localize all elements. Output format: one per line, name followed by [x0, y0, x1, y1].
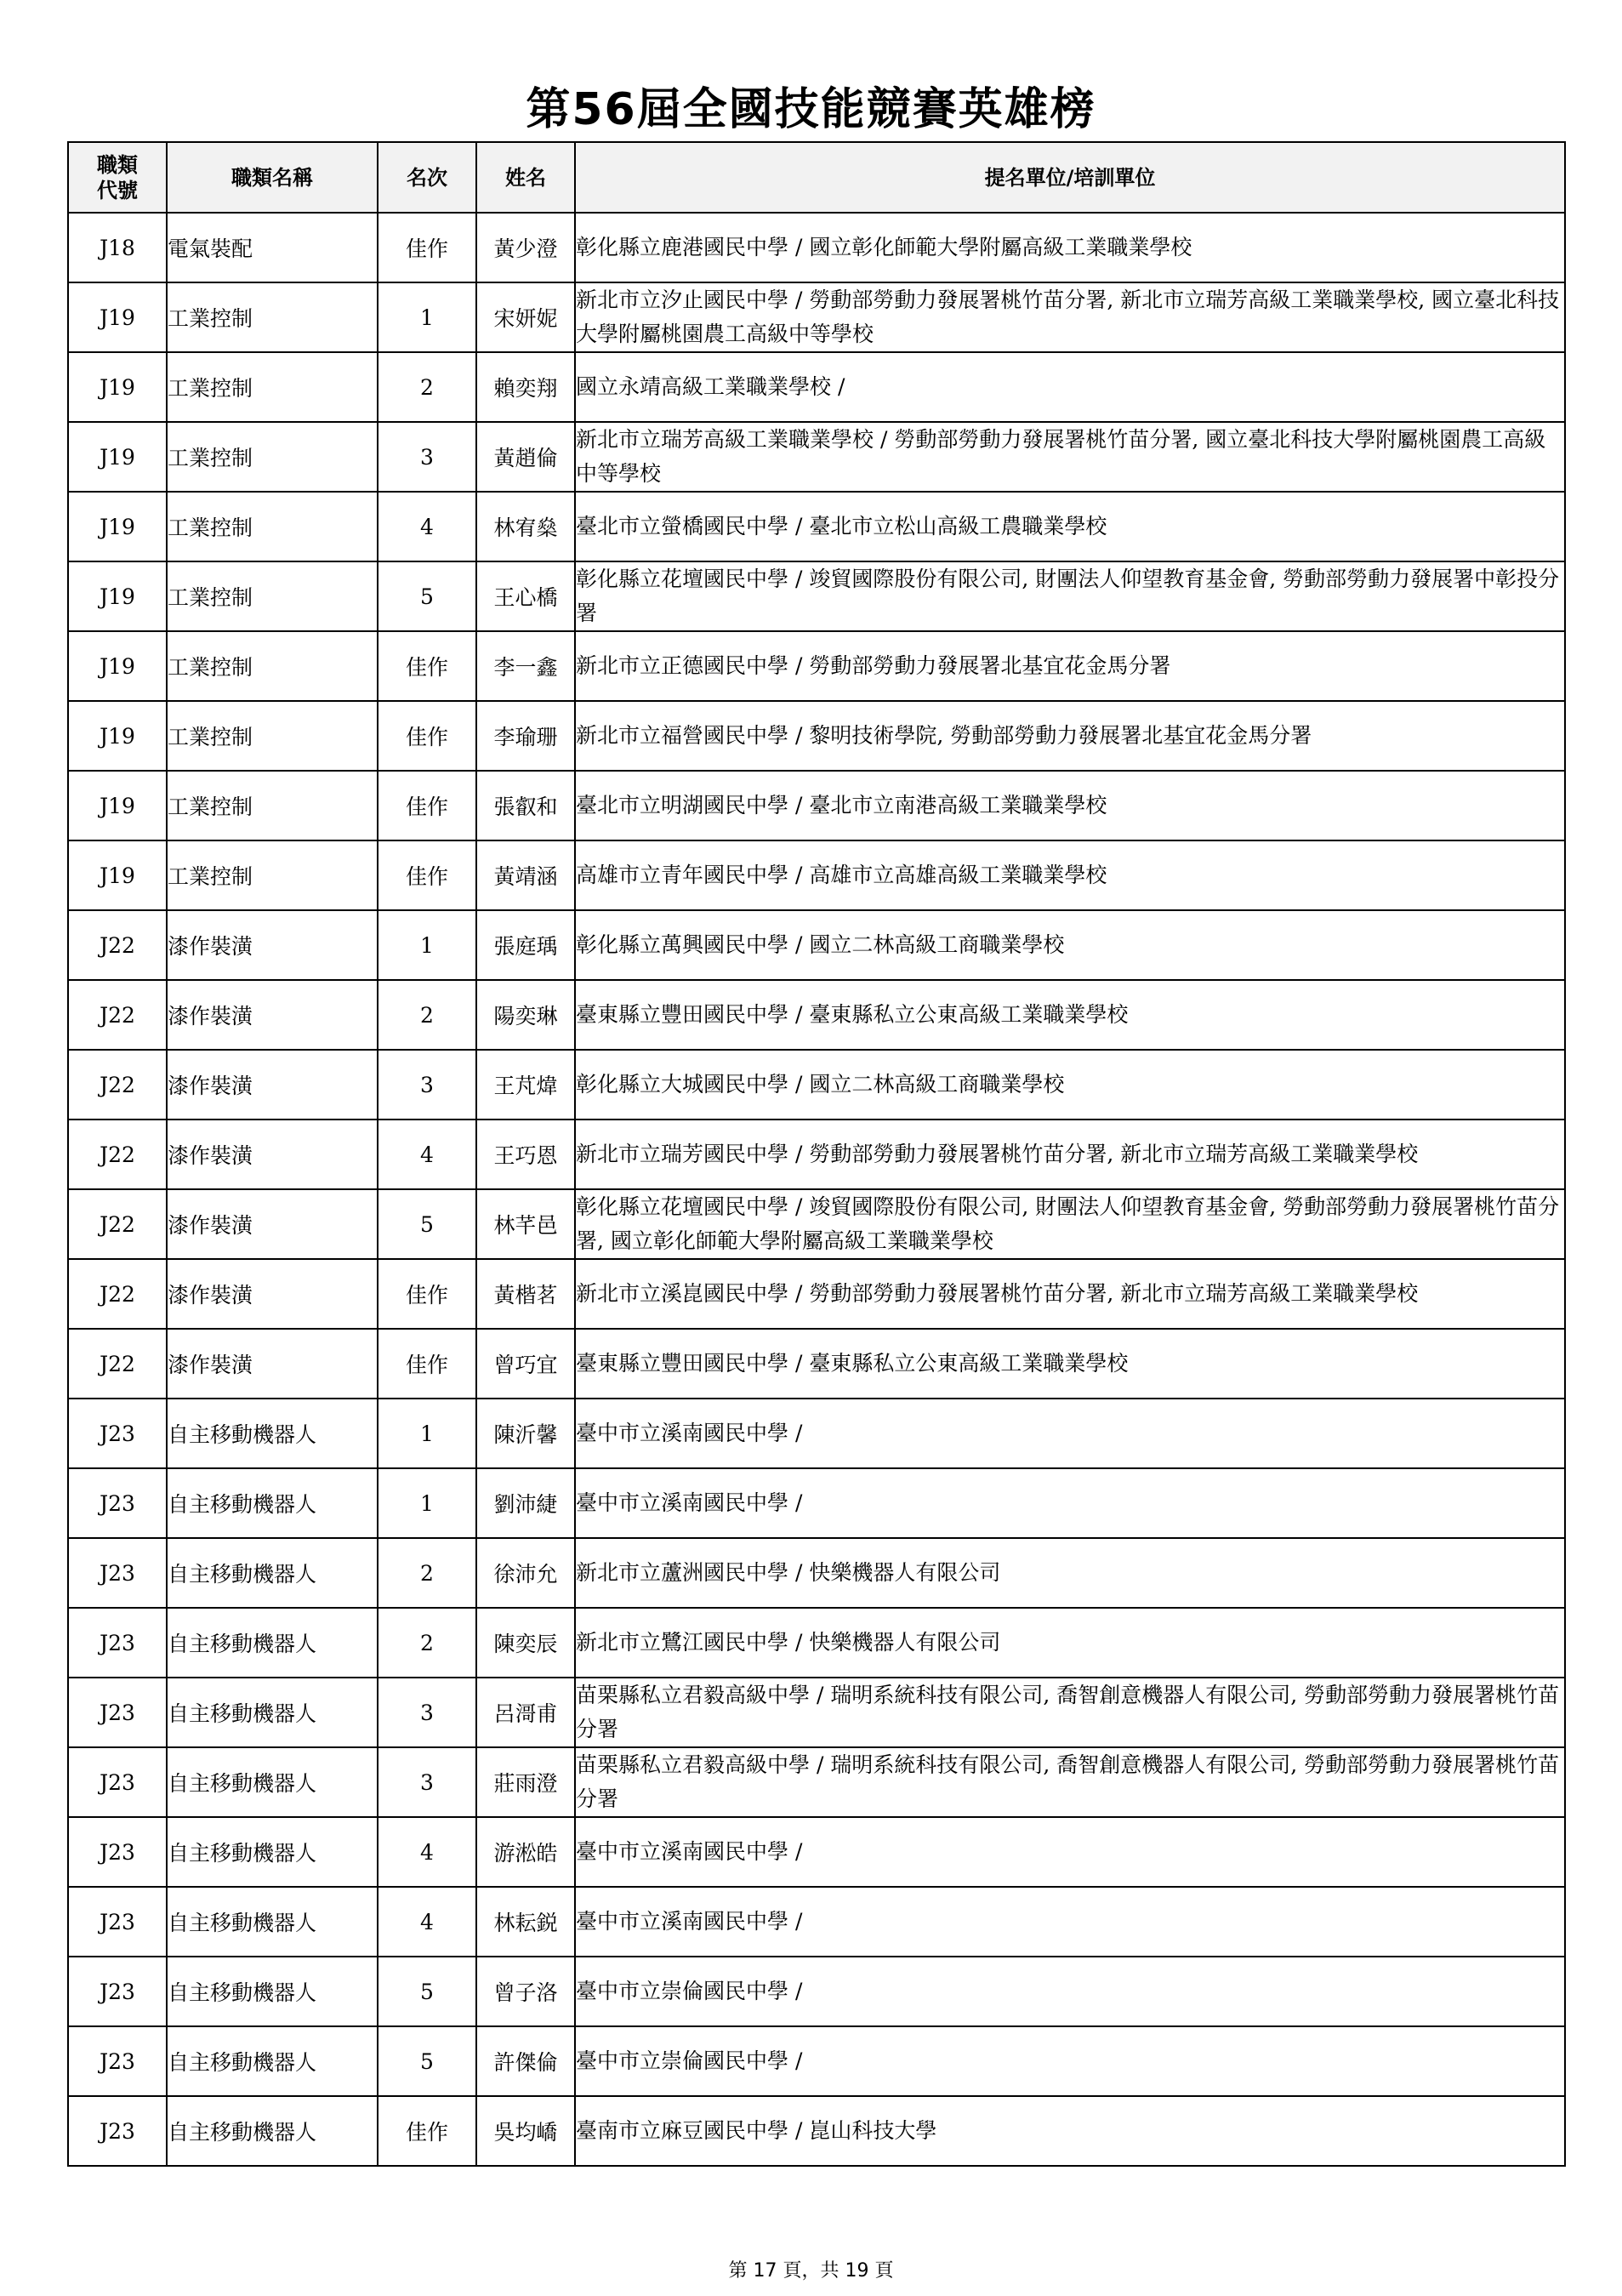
cell-trade: 自主移動機器人 [167, 2096, 378, 2166]
cell-rank: 佳作 [378, 840, 476, 910]
cell-name: 李一鑫 [476, 631, 575, 701]
cell-unit: 苗栗縣私立君毅高級中學 / 瑞明系統科技有限公司, 喬智創意機器人有限公司, 勞動部勞動力發展署桃竹苗分署 [575, 1747, 1565, 1817]
table-row [68, 422, 1565, 492]
table-row [68, 1817, 1565, 1887]
table-row [68, 213, 1565, 282]
table-row [68, 1329, 1565, 1399]
cell-code: J18 [68, 213, 167, 282]
cell-rank: 5 [378, 1189, 476, 1259]
cell-name: 黃靖涵 [476, 840, 575, 910]
cell-unit: 新北市立汐止國民中學 / 勞動部勞動力發展署桃竹苗分署, 新北市立瑞芳高級工業職業學校, 國立臺北科技大學附屬桃園農工高級中等學校 [575, 282, 1565, 352]
cell-name: 王巧恩 [476, 1120, 575, 1189]
cell-rank: 1 [378, 282, 476, 352]
cell-code: J23 [68, 1468, 167, 1538]
results-table [67, 141, 1566, 2167]
page-title: 第56屆全國技能競賽英雄榜 [526, 84, 1096, 135]
table-row [68, 1678, 1565, 1747]
cell-rank: 5 [378, 1957, 476, 2026]
table-body [68, 213, 1565, 2166]
cell-unit: 新北市立蘆洲國民中學 / 快樂機器人有限公司 [575, 1538, 1565, 1608]
cell-trade: 工業控制 [167, 840, 378, 910]
cell-unit: 臺中市立溪南國民中學 / [575, 1399, 1565, 1468]
cell-trade: 自主移動機器人 [167, 1678, 378, 1747]
cell-rank: 3 [378, 1050, 476, 1120]
table-row [68, 2026, 1565, 2096]
cell-trade: 工業控制 [167, 771, 378, 840]
cell-name: 莊雨澄 [476, 1747, 575, 1817]
cell-trade: 工業控制 [167, 631, 378, 701]
cell-name: 陳沂馨 [476, 1399, 575, 1468]
table-row [68, 701, 1565, 771]
cell-name: 林芊邑 [476, 1189, 575, 1259]
cell-trade: 工業控制 [167, 352, 378, 422]
cell-name: 黃少澄 [476, 213, 575, 282]
cell-unit: 新北市立正德國民中學 / 勞動部勞動力發展署北基宜花金馬分署 [575, 631, 1565, 701]
cell-code: J23 [68, 1747, 167, 1817]
table-row [68, 561, 1565, 631]
cell-trade: 工業控制 [167, 701, 378, 771]
cell-unit: 苗栗縣私立君毅高級中學 / 瑞明系統科技有限公司, 喬智創意機器人有限公司, 勞動部勞動力發展署桃竹苗分署 [575, 1678, 1565, 1747]
cell-rank: 1 [378, 1468, 476, 1538]
cell-name: 王心橋 [476, 561, 575, 631]
cell-unit: 臺中市立溪南國民中學 / [575, 1468, 1565, 1538]
table-row [68, 1747, 1565, 1817]
cell-unit: 彰化縣立萬興國民中學 / 國立二林高級工商職業學校 [575, 910, 1565, 980]
header-rank: 名次 [378, 142, 476, 213]
cell-rank: 1 [378, 910, 476, 980]
header-name: 姓名 [476, 142, 575, 213]
cell-code: J23 [68, 1538, 167, 1608]
cell-rank: 5 [378, 561, 476, 631]
cell-rank: 佳作 [378, 1259, 476, 1329]
table-row [68, 1538, 1565, 1608]
table-row [68, 840, 1565, 910]
cell-code: J23 [68, 1678, 167, 1747]
cell-code: J22 [68, 1050, 167, 1120]
cell-trade: 漆作裝潢 [167, 980, 378, 1050]
cell-name: 李瑜珊 [476, 701, 575, 771]
cell-unit: 臺東縣立豐田國民中學 / 臺東縣私立公東高級工業職業學校 [575, 1329, 1565, 1399]
cell-name: 宋妍妮 [476, 282, 575, 352]
cell-code: J22 [68, 1259, 167, 1329]
cell-rank: 4 [378, 1817, 476, 1887]
cell-rank: 佳作 [378, 213, 476, 282]
cell-rank: 3 [378, 1747, 476, 1817]
cell-trade: 自主移動機器人 [167, 1538, 378, 1608]
cell-code: J23 [68, 1887, 167, 1957]
table-row [68, 352, 1565, 422]
table-row [68, 910, 1565, 980]
cell-trade: 漆作裝潢 [167, 1050, 378, 1120]
cell-trade: 漆作裝潢 [167, 1189, 378, 1259]
cell-code: J19 [68, 352, 167, 422]
cell-unit: 臺中市立溪南國民中學 / [575, 1887, 1565, 1957]
cell-unit: 彰化縣立鹿港國民中學 / 國立彰化師範大學附屬高級工業職業學校 [575, 213, 1565, 282]
cell-unit: 臺中市立崇倫國民中學 / [575, 2026, 1565, 2096]
cell-rank: 4 [378, 1887, 476, 1957]
cell-unit: 新北市立瑞芳國民中學 / 勞動部勞動力發展署桃竹苗分署, 新北市立瑞芳高級工業職業學校 [575, 1120, 1565, 1189]
cell-rank: 佳作 [378, 631, 476, 701]
cell-code: J19 [68, 282, 167, 352]
cell-rank: 佳作 [378, 771, 476, 840]
cell-trade: 自主移動機器人 [167, 1747, 378, 1817]
cell-trade: 自主移動機器人 [167, 1817, 378, 1887]
cell-name: 黃楷茗 [476, 1259, 575, 1329]
cell-unit: 臺東縣立豐田國民中學 / 臺東縣私立公東高級工業職業學校 [575, 980, 1565, 1050]
table-row [68, 492, 1565, 561]
cell-rank: 1 [378, 1399, 476, 1468]
cell-code: J19 [68, 840, 167, 910]
cell-name: 張叡和 [476, 771, 575, 840]
cell-trade: 工業控制 [167, 561, 378, 631]
cell-code: J22 [68, 1120, 167, 1189]
table-row [68, 1608, 1565, 1678]
header-unit: 提名單位/培訓單位 [575, 142, 1565, 213]
cell-trade: 漆作裝潢 [167, 1329, 378, 1399]
cell-name: 吳均嶠 [476, 2096, 575, 2166]
cell-unit: 臺南市立麻豆國民中學 / 崑山科技大學 [575, 2096, 1565, 2166]
table-row [68, 1957, 1565, 2026]
cell-rank: 3 [378, 1678, 476, 1747]
cell-code: J23 [68, 1957, 167, 2026]
cell-code: J19 [68, 561, 167, 631]
cell-code: J19 [68, 701, 167, 771]
table-row [68, 1259, 1565, 1329]
cell-name: 賴奕翔 [476, 352, 575, 422]
cell-rank: 4 [378, 1120, 476, 1189]
cell-name: 許傑倫 [476, 2026, 575, 2096]
cell-rank: 2 [378, 1538, 476, 1608]
table-row [68, 1120, 1565, 1189]
cell-code: J19 [68, 631, 167, 701]
cell-code: J22 [68, 1189, 167, 1259]
cell-trade: 自主移動機器人 [167, 1608, 378, 1678]
cell-rank: 2 [378, 352, 476, 422]
cell-trade: 自主移動機器人 [167, 2026, 378, 2096]
cell-code: J23 [68, 2026, 167, 2096]
table-row [68, 1468, 1565, 1538]
header-code-label: 職類代號 [96, 152, 138, 202]
table-row [68, 980, 1565, 1050]
cell-rank: 3 [378, 422, 476, 492]
table-row [68, 2096, 1565, 2166]
cell-unit: 臺中市立溪南國民中學 / [575, 1817, 1565, 1887]
table-row [68, 631, 1565, 701]
cell-trade: 工業控制 [167, 492, 378, 561]
cell-name: 徐沛允 [476, 1538, 575, 1608]
cell-rank: 2 [378, 1608, 476, 1678]
cell-trade: 漆作裝潢 [167, 1120, 378, 1189]
cell-name: 林宥燊 [476, 492, 575, 561]
cell-name: 曾子洛 [476, 1957, 575, 2026]
cell-trade: 自主移動機器人 [167, 1399, 378, 1468]
table-row [68, 282, 1565, 352]
cell-unit: 國立永靖高級工業職業學校 / [575, 352, 1565, 422]
cell-rank: 5 [378, 2026, 476, 2096]
cell-trade: 漆作裝潢 [167, 1259, 378, 1329]
cell-name: 黃趙倫 [476, 422, 575, 492]
cell-unit: 新北市立瑞芳高級工業職業學校 / 勞動部勞動力發展署桃竹苗分署, 國立臺北科技大學附屬桃園農工高級中等學校 [575, 422, 1565, 492]
cell-name: 張庭瑀 [476, 910, 575, 980]
cell-unit: 彰化縣立花壇國民中學 / 竣貿國際股份有限公司, 財團法人仰望教育基金會, 勞動部勞動力發展署中彰投分署 [575, 561, 1565, 631]
cell-trade: 工業控制 [167, 282, 378, 352]
cell-rank: 佳作 [378, 1329, 476, 1399]
cell-code: J22 [68, 980, 167, 1050]
cell-name: 陳奕辰 [476, 1608, 575, 1678]
cell-rank: 佳作 [378, 2096, 476, 2166]
cell-code: J23 [68, 2096, 167, 2166]
header-trade: 職類名稱 [167, 142, 378, 213]
cell-unit: 臺北市立明湖國民中學 / 臺北市立南港高級工業職業學校 [575, 771, 1565, 840]
cell-code: J19 [68, 492, 167, 561]
cell-code: J23 [68, 1608, 167, 1678]
cell-code: J22 [68, 910, 167, 980]
cell-rank: 2 [378, 980, 476, 1050]
table-header-row [68, 142, 1565, 213]
cell-code: J22 [68, 1329, 167, 1399]
header-code [68, 142, 167, 213]
cell-unit: 臺中市立崇倫國民中學 / [575, 1957, 1565, 2026]
cell-trade: 工業控制 [167, 422, 378, 492]
cell-unit: 彰化縣立大城國民中學 / 國立二林高級工商職業學校 [575, 1050, 1565, 1120]
cell-code: J19 [68, 422, 167, 492]
table-row [68, 1189, 1565, 1259]
cell-unit: 彰化縣立花壇國民中學 / 竣貿國際股份有限公司, 財團法人仰望教育基金會, 勞動部勞動力發展署桃竹苗分署, 國立彰化師範大學附屬高級工業職業學校 [575, 1189, 1565, 1259]
cell-name: 曾巧宜 [476, 1329, 575, 1399]
cell-unit: 高雄市立青年國民中學 / 高雄市立高雄高級工業職業學校 [575, 840, 1565, 910]
table-row [68, 771, 1565, 840]
cell-code: J23 [68, 1399, 167, 1468]
cell-name: 劉沛緁 [476, 1468, 575, 1538]
table-row [68, 1399, 1565, 1468]
cell-code: J23 [68, 1817, 167, 1887]
cell-unit: 新北市立鷺江國民中學 / 快樂機器人有限公司 [575, 1608, 1565, 1678]
cell-trade: 自主移動機器人 [167, 1468, 378, 1538]
cell-name: 林耘鋭 [476, 1887, 575, 1957]
cell-unit: 新北市立溪崑國民中學 / 勞動部勞動力發展署桃竹苗分署, 新北市立瑞芳高級工業職業學校 [575, 1259, 1565, 1329]
page-footer: 第 17 頁，共 19 頁 [728, 2260, 894, 2282]
cell-name: 王芃煒 [476, 1050, 575, 1120]
cell-rank: 佳作 [378, 701, 476, 771]
cell-code: J19 [68, 771, 167, 840]
cell-name: 游淞皓 [476, 1817, 575, 1887]
cell-name: 呂滒甫 [476, 1678, 575, 1747]
cell-unit: 臺北市立螢橋國民中學 / 臺北市立松山高級工農職業學校 [575, 492, 1565, 561]
cell-trade: 電氣裝配 [167, 213, 378, 282]
cell-unit: 新北市立福營國民中學 / 黎明技術學院, 勞動部勞動力發展署北基宜花金馬分署 [575, 701, 1565, 771]
table-row [68, 1887, 1565, 1957]
table-row [68, 1050, 1565, 1120]
cell-trade: 自主移動機器人 [167, 1957, 378, 2026]
cell-rank: 4 [378, 492, 476, 561]
cell-trade: 漆作裝潢 [167, 910, 378, 980]
cell-name: 陽奕琳 [476, 980, 575, 1050]
cell-trade: 自主移動機器人 [167, 1887, 378, 1957]
